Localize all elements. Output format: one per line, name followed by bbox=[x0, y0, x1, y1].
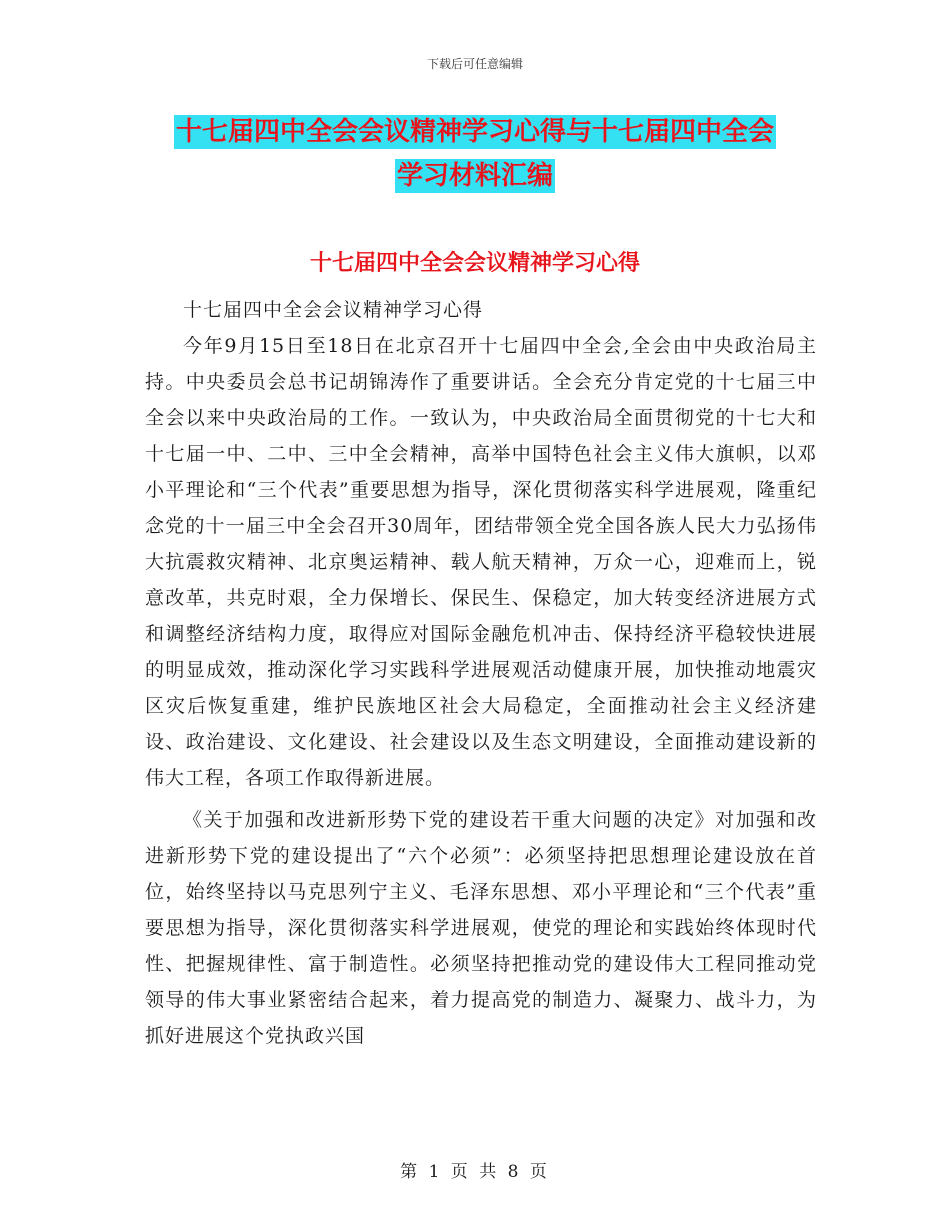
paragraph: 《关于加强和改进新形势下党的建设若干重大问题的决定》对加强和改进新形势下党的建设提出了“六个必须”：必须坚持把思想理论建设放在首位，始终坚持以马克思列宁主义、毛泽东思想、邓小平理论和“三个代表”重要思想为指导，深化贯彻落实科学进展观，使党的理论和实践始终体现时代性、把握规律性、富于制造性。必须坚持把推动党的建设伟大工程同推动党领导的伟大事业紧密结合起来，着力提高党的制造力、凝聚力、战斗力，为抓好进展这个党执政兴国 bbox=[145, 809, 817, 1047]
document-title-line-1: 十七届四中全会会议精神学习心得与十七届四中全会 bbox=[175, 117, 774, 147]
header-note: 下载后可任意编辑 bbox=[426, 57, 523, 71]
document-title-line-2: 学习材料汇编 bbox=[396, 161, 553, 191]
body-text bbox=[145, 292, 817, 1054]
page-number: 第 1 页 共 8 页 bbox=[400, 1162, 550, 1182]
document-title bbox=[0, 110, 950, 198]
section-title: 十七届四中全会会议精神学习心得 bbox=[309, 251, 640, 276]
paragraph: 今年9月15日至18日在北京召开十七届四中全会,全会由中央政治局主持。中央委员会总书记胡锦涛作了重要讲话。全会充分肯定党的十七届三中全会以来中央政治局的工作。一致认为，中央政治局全面贯彻党的十七大和十七届一中、二中、三中全会精神，高举中国特色社会主义伟大旗帜，以邓小平理论和“三个代表”重要思想为指导，深化贯彻落实科学进展观，隆重纪念党的十一届三中全会召开30周年，团结带领全党全国各族人民大力弘扬伟大抗震救灾精神、北京奥运精神、载人航天精神，万众一心，迎难而上，锐意改革，共克时艰，全力保增长、保民生、保稳定，加大转变经济进展方式和调整经济结构力度，取得应对国际金融危机冲击、保持经济平稳较快进展的明显成效，推动深化学习实践科学进展观活动健康开展，加快推动地震灾区灾后恢复重建，维护民族地区社会大局稳定，全面推动社会主义经济建设、政治建设、文化建设、社会建设以及生态文明建设，全面推动建设新的伟大工程，各项工作取得新进展。 bbox=[145, 335, 817, 789]
paragraph-subtitle: 十七届四中全会会议精神学习心得 bbox=[183, 299, 484, 321]
